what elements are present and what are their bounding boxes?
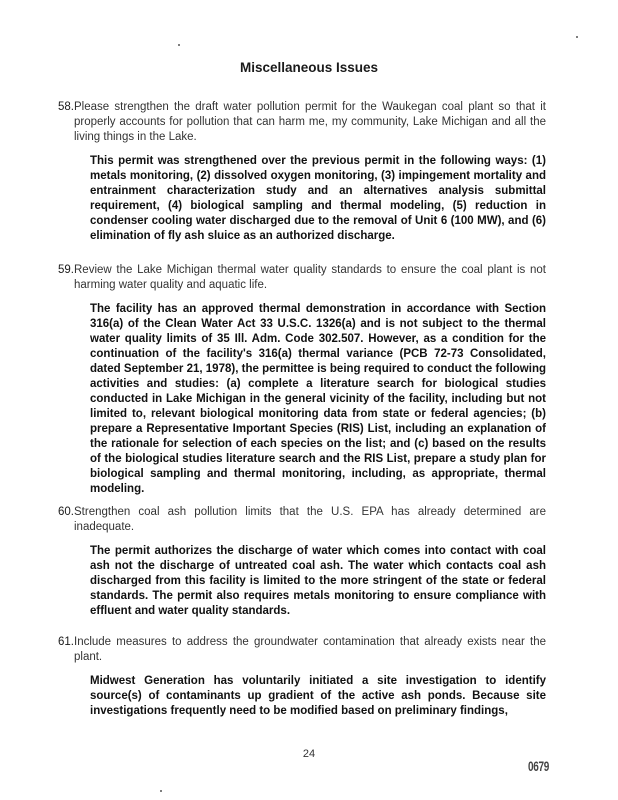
response-text: The permit authorizes the discharge of water which comes into contact with coal ash not the discharge of untreated coal ash. The water which contacts coal ash discharged from this facility is limited to the more stringent of the state or federal standards. The permit also requires metals monitoring to ensure compliance with effluent and water quality standards.	[90, 545, 546, 617]
comment-text: Strengthen coal ash pollution limits that the U.S. EPA has already determined are inadequate.	[74, 506, 546, 533]
response-text: The facility has an approved thermal demonstration in accordance with Section 316(a) of the Clean Water Act 33 U.S.C. 1326(a) and is not subject to the thermal water quality limits of 35 Ill. Adm. Code 302.507. However, as a condition for the continuation of the facility's 316(a) thermal variance (PCB 72-73 Consolidated, dated September 21, 1978), the permittee is being required to conduct the following activities and studies: (a) complete a literature search for biological studies conducted in Lake Michigan in the general vicinity of the facility, including but not limited to, relevant biological monitoring data from state or federal agencies; (b) prepare a Representative Important Species (RIS) List, including an explanation of the rationale for selection of each species on the list; and (c) based on the results of the biological studies literature search and the RIS List, prepare a study plan for biological sampling and thermal monitoring, including, as appropriate, thermal modeling.	[90, 303, 546, 495]
scan-speck	[160, 790, 162, 792]
list-item-58	[58, 100, 546, 244]
page-title: Miscellaneous Issues	[239, 60, 379, 75]
item-number: 61.	[58, 636, 74, 648]
response-text: This permit was strengthened over the previous permit in the following ways: (1) metals monitoring, (2) dissolved oxygen monitoring, (3) impingement mortality and entrainment characterization study and an alternatives analysis submittal requirement, (4) biological sampling and thermal modeling, (5) reduction in condenser cooling water discharged due to the removal of Unit 6 (100 MW), and (6) elimination of fly ash sluice as an authorized discharge.	[90, 155, 546, 242]
scan-speck	[576, 36, 578, 38]
response-text: Midwest Generation has voluntarily initiated a site investigation to identify source(s) of contaminants up gradient of the active ash ponds. Because site investigations frequently need to be modified based on preliminary findings,	[90, 675, 546, 717]
list-item-60	[58, 505, 546, 619]
item-number: 59.	[58, 264, 74, 276]
bates-stamp: 0679	[528, 759, 550, 776]
list-item-59	[58, 263, 546, 497]
comment-text: Review the Lake Michigan thermal water quality standards to ensure the coal plant is not harming water quality and aquatic life.	[74, 264, 546, 291]
scan-speck	[178, 44, 180, 46]
list-item-61	[58, 635, 546, 719]
page-number: 24	[302, 748, 316, 760]
item-number: 58.	[58, 101, 74, 113]
item-number: 60.	[58, 506, 74, 518]
comment-text: Include measures to address the groundwater contamination that already exists near the plant.	[74, 636, 546, 663]
comment-text: Please strengthen the draft water pollution permit for the Waukegan coal plant so that it properly accounts for pollution that can harm me, my community, Lake Michigan and all the living things in the Lake.	[74, 101, 546, 143]
